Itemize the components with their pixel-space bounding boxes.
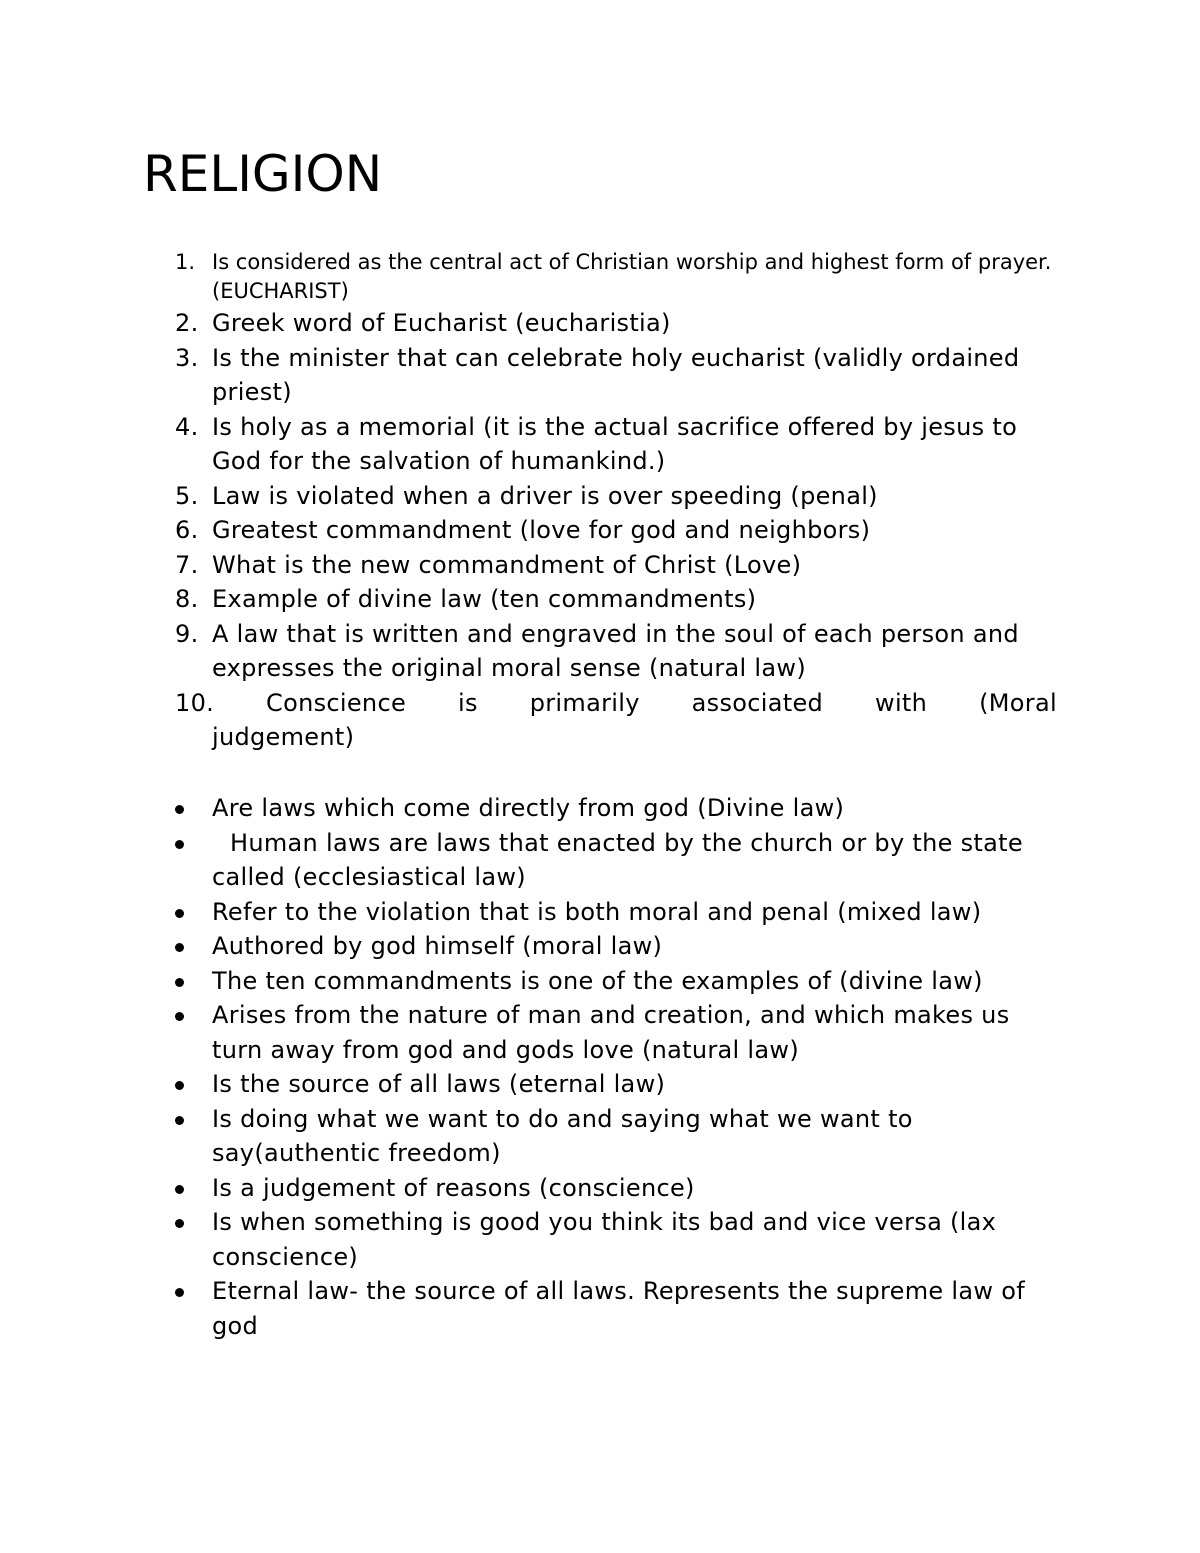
item-number: 2. (175, 309, 199, 337)
item-text: Greatest commandment (love for god and neighbors) (212, 516, 871, 544)
list-item (0, 582, 1200, 617)
bullet-item (0, 895, 1200, 930)
bullet-item (0, 964, 1200, 999)
item-number: 10. (175, 688, 215, 717)
bullet-icon (175, 1012, 184, 1021)
item-text: Law is violated when a driver is over speeding (penal) (212, 481, 878, 510)
item-text-continuation: judgement) (212, 723, 355, 751)
list-item (0, 410, 1200, 479)
bullet-icon (175, 1185, 184, 1194)
list-item (0, 617, 1200, 686)
bullet-icon (175, 840, 184, 849)
bullet-item (0, 791, 1200, 826)
bullet-text: Are laws which come directly from god (Divine law) (212, 794, 845, 822)
page-title: RELIGION (143, 145, 383, 203)
item-text: Is the minister that can celebrate holy eucharist (validly ordained priest) (212, 343, 1020, 406)
bullet-text: Eternal law- the source of all laws. Represents the supreme law of god (212, 1277, 1025, 1340)
item-text: What is the new commandment of Christ (Love) (212, 550, 802, 579)
bullet-icon (175, 1116, 184, 1125)
item-number: 9. (175, 619, 199, 648)
bullet-icon (175, 943, 184, 952)
bullet-text: Human laws are laws that enacted by the church or by the state called (ecclesiastical law) (212, 828, 1023, 891)
bullet-icon (175, 805, 184, 814)
item-number: 5. (175, 481, 199, 510)
item-word: (Moral (979, 688, 1057, 717)
list-item (0, 686, 1200, 755)
bullet-icon (175, 909, 184, 918)
bullet-item (0, 998, 1200, 1067)
item-text: Is considered as the central act of Christian worship and highest form of prayer. (EUCHARIST) (212, 250, 1052, 303)
list-item (0, 341, 1200, 410)
justified-line (175, 686, 1057, 721)
bullet-list (0, 791, 1200, 1343)
bullet-icon (175, 1288, 184, 1297)
bullet-item (0, 1171, 1200, 1206)
bullet-text: Is when something is good you think its bad and vice versa (lax conscience) (212, 1208, 997, 1271)
item-number: 1. (175, 250, 196, 274)
item-word: Conscience (266, 688, 407, 717)
bullet-text: Authored by god himself (moral law) (212, 932, 663, 960)
item-word: associated (691, 688, 824, 717)
list-item (0, 513, 1200, 548)
list-item (0, 306, 1200, 341)
bullet-text: Is the source of all laws (eternal law) (212, 1070, 666, 1098)
bullet-item (0, 1102, 1200, 1171)
item-number: 8. (175, 585, 199, 613)
bullet-item (0, 1067, 1200, 1102)
item-number: 3. (175, 343, 199, 372)
item-number: 6. (175, 516, 199, 544)
bullet-icon (175, 1219, 184, 1228)
item-word: primarily (529, 688, 640, 717)
bullet-icon (175, 1081, 184, 1090)
item-number: 7. (175, 550, 199, 579)
bullet-item (0, 1274, 1200, 1343)
bullet-text: Arises from the nature of man and creation, and which makes us turn away from god and gods love (natural law) (212, 1001, 1010, 1064)
bullet-text: Is a judgement of reasons (conscience) (212, 1173, 695, 1202)
item-text: A law that is written and engraved in the soul of each person and expresses the original moral sense (natural law) (212, 619, 1019, 682)
item-word: is (457, 688, 478, 717)
bullet-text: Refer to the violation that is both moral and penal (mixed law) (212, 897, 982, 926)
bullet-icon (175, 978, 184, 987)
list-item (0, 479, 1200, 514)
bullet-item (0, 1205, 1200, 1274)
bullet-item (0, 826, 1200, 895)
bullet-text: The ten commandments is one of the examples of (divine law) (212, 966, 983, 995)
bullet-text: Is doing what we want to do and saying what we want to say(authentic freedom) (212, 1104, 913, 1167)
list-item (0, 248, 1200, 306)
item-word: with (875, 688, 928, 717)
item-text: Is holy as a memorial (it is the actual sacrifice offered by jesus to God for the salvation of humankind.) (212, 412, 1018, 475)
item-text: Greek word of Eucharist (eucharistia) (212, 309, 671, 337)
item-text: Example of divine law (ten commandments) (212, 585, 757, 613)
bullet-item (0, 929, 1200, 964)
numbered-list (0, 248, 1200, 755)
item-number: 4. (175, 412, 199, 441)
list-item (0, 548, 1200, 583)
